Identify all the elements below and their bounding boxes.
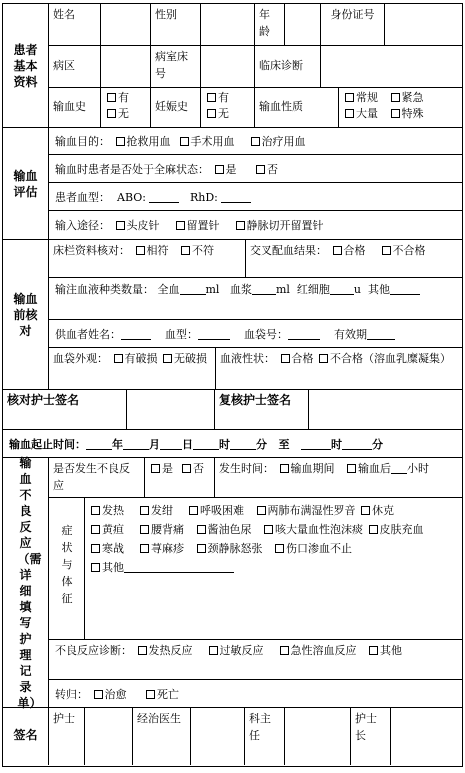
sex-label: 性别 xyxy=(151,4,201,45)
checkbox-icon[interactable] xyxy=(369,646,378,655)
symptom-3-0[interactable]: 其他 xyxy=(89,561,124,574)
checkbox-icon[interactable] xyxy=(257,506,266,515)
checkbox-icon[interactable] xyxy=(136,246,145,255)
checkbox-icon[interactable] xyxy=(264,525,273,534)
section-patient-info: 患者基本资料 xyxy=(3,4,49,128)
occurred-yes[interactable]: 是 xyxy=(149,462,173,475)
diagnosis-label: 临床诊断 xyxy=(255,46,321,87)
start-minute-field[interactable] xyxy=(230,437,256,450)
signature-row xyxy=(3,708,462,765)
checkbox-icon[interactable] xyxy=(91,544,100,553)
pregnancy-history-label: 妊娠史 xyxy=(151,88,201,127)
donor-name-field[interactable] xyxy=(121,327,151,340)
checkbox-icon[interactable] xyxy=(207,93,216,102)
route-option-1[interactable]: 留置针 xyxy=(174,219,220,232)
checkbox-icon[interactable] xyxy=(189,506,198,515)
symptom-0-1[interactable]: 发绀 xyxy=(138,504,173,517)
symptom-2-3[interactable]: 伤口渗血不止 xyxy=(273,542,352,555)
checkbox-icon[interactable] xyxy=(91,506,100,515)
bag-damaged[interactable]: 有破损 xyxy=(112,352,158,365)
checkbox-icon[interactable] xyxy=(180,137,189,146)
director-label: 科主任 xyxy=(245,708,285,765)
occurred-label: 是否发生不良反应 xyxy=(49,458,145,497)
symptoms-label: 症状与体征 xyxy=(61,524,73,605)
transfusion-history-yes[interactable]: 有 xyxy=(105,90,146,106)
purpose-row xyxy=(49,128,462,155)
checkbox-icon[interactable] xyxy=(94,690,103,699)
blood-look-unqualified[interactable]: 不合格（溶血乳糜凝集） xyxy=(317,352,451,365)
donor-blood-type-field[interactable] xyxy=(198,327,230,340)
other-blood-field[interactable] xyxy=(390,282,420,295)
checkbox-icon[interactable] xyxy=(91,563,100,572)
symptom-1-2[interactable]: 酱油色尿 xyxy=(195,523,252,536)
bedside-mismatch[interactable]: 不符 xyxy=(179,244,214,257)
checkbox-icon[interactable] xyxy=(369,525,378,534)
recheck-nurse-field[interactable] xyxy=(309,390,462,429)
symptom-0-0[interactable]: 发热 xyxy=(89,504,124,517)
head-nurse-sign-field[interactable] xyxy=(391,708,462,765)
route-option-0[interactable]: 头皮针 xyxy=(114,219,160,232)
blood-type-label: 患者血型： xyxy=(55,191,110,204)
check-nurse-label: 核对护士签名 xyxy=(3,390,127,429)
nature-options xyxy=(339,88,462,127)
bed-field[interactable] xyxy=(201,46,255,87)
blood-type-row xyxy=(49,183,462,211)
plasma-field[interactable] xyxy=(252,282,276,295)
start-hour-field[interactable] xyxy=(193,437,219,450)
section-adverse-reaction: 输血不良反应（需详细填写护理记录单） xyxy=(3,458,49,708)
reaction-diagnosis-2[interactable]: 急性溶血反应 xyxy=(278,644,357,657)
checkbox-icon[interactable] xyxy=(181,246,190,255)
reaction-diagnosis-0[interactable]: 发热反应 xyxy=(136,644,193,657)
donor-row: 供血者姓名： 血型： 血袋号： 有效期 xyxy=(49,320,462,348)
crossmatch-unqualified[interactable]: 不合格 xyxy=(380,244,426,257)
checkbox-icon[interactable] xyxy=(163,354,172,363)
rhd-label: RhD: xyxy=(189,191,218,204)
after-hours-field[interactable] xyxy=(391,461,407,474)
sex-field[interactable] xyxy=(201,4,255,45)
symptoms-options xyxy=(89,501,456,577)
checkbox-icon[interactable] xyxy=(116,137,125,146)
name-label: 姓名 xyxy=(49,4,101,45)
route-label: 输入途径： xyxy=(55,219,110,232)
checkbox-icon[interactable] xyxy=(146,690,155,699)
age-label: 年龄 xyxy=(255,4,285,45)
section-assessment: 输血评估 xyxy=(3,128,49,240)
doctor-label: 经治医生 xyxy=(133,708,191,765)
purpose-option-2[interactable]: 治疗用血 xyxy=(249,135,306,148)
end-minute-field[interactable] xyxy=(342,437,372,450)
occur-after[interactable]: 输血后 xyxy=(345,462,391,475)
whole-blood-field[interactable] xyxy=(180,282,206,295)
symptom-0-3[interactable]: 两肺布满湿性罗音 xyxy=(255,504,356,517)
patient-row-2 xyxy=(49,46,462,88)
blood-appearance: 血液性状： 合格 不合格（溶血乳糜凝集） xyxy=(220,352,451,365)
checkbox-icon[interactable] xyxy=(345,93,354,102)
crossmatch-check: 交叉配血结果： 合格 不合格 xyxy=(250,244,426,257)
symptoms-label-cell xyxy=(49,498,85,639)
nature-option-2[interactable]: 大量 xyxy=(343,107,378,120)
checkbox-icon[interactable] xyxy=(280,646,289,655)
checkbox-icon[interactable] xyxy=(176,221,185,230)
checkbox-icon[interactable] xyxy=(391,109,400,118)
appearance-row xyxy=(49,348,462,390)
symptom-2-0[interactable]: 寒战 xyxy=(89,542,124,555)
bedside-row xyxy=(49,240,462,278)
transfusion-history-no[interactable]: 无 xyxy=(105,106,146,122)
checkbox-icon[interactable] xyxy=(333,246,342,255)
checkbox-icon[interactable] xyxy=(182,464,191,473)
start-year-field[interactable] xyxy=(86,437,112,450)
symptom-0-2[interactable]: 呼吸困难 xyxy=(187,504,244,517)
checkbox-icon[interactable] xyxy=(251,137,260,146)
reaction-occur-row xyxy=(49,458,462,498)
purpose-label: 输血目的： xyxy=(55,135,110,148)
pregnancy-history-yes[interactable]: 有 xyxy=(205,90,250,106)
checkbox-icon[interactable] xyxy=(347,464,356,473)
section-precheck: 输血前核对 xyxy=(3,240,49,390)
checkbox-icon[interactable] xyxy=(236,221,245,230)
purpose-option-1[interactable]: 手术用血 xyxy=(178,135,235,148)
route-row xyxy=(49,211,462,240)
symptom-1-1[interactable]: 腰背痛 xyxy=(138,523,184,536)
checkbox-icon[interactable] xyxy=(345,109,354,118)
ward-label: 病区 xyxy=(49,46,101,87)
rhd-field[interactable] xyxy=(221,190,251,203)
id-field[interactable] xyxy=(385,4,462,45)
occur-during[interactable]: 输血期间 xyxy=(278,462,335,475)
checkbox-icon[interactable] xyxy=(114,354,123,363)
director-sign-field[interactable] xyxy=(285,708,351,765)
checkbox-icon[interactable] xyxy=(140,506,149,515)
blood-kind-row: 输注血液种类数量： 全血 ml 血浆 ml 红细胞 u 其他 xyxy=(49,278,462,320)
age-field[interactable] xyxy=(285,4,321,45)
start-month-field[interactable] xyxy=(123,437,149,450)
bag-number-field[interactable] xyxy=(288,327,320,340)
symptom-1-4[interactable]: 皮肤充血 xyxy=(367,523,424,536)
checkbox-icon[interactable] xyxy=(116,221,125,230)
symptoms-row xyxy=(49,498,462,640)
nature-label: 输血性质 xyxy=(255,88,339,127)
pregnancy-history-no[interactable]: 无 xyxy=(205,106,250,122)
transfusion-history-options xyxy=(101,88,151,127)
time-row xyxy=(3,430,462,458)
reaction-diagnosis-row: 不良反应诊断： 发热反应 过敏反应 急性溶血反应 其他 xyxy=(49,640,462,680)
bedside-match[interactable]: 相符 xyxy=(134,244,169,257)
abo-label: ABO: xyxy=(117,191,146,204)
route-option-2[interactable]: 静脉切开留置针 xyxy=(234,219,324,232)
checkbox-icon[interactable] xyxy=(275,544,284,553)
crossmatch-qualified[interactable]: 合格 xyxy=(331,244,366,257)
nurse-sign-field[interactable] xyxy=(85,708,133,765)
bag-intact[interactable]: 无破损 xyxy=(161,352,207,365)
checkbox-icon[interactable] xyxy=(107,93,116,102)
bedside-check: 床栏资料核对： 相符 不符 xyxy=(49,240,246,277)
checkbox-icon[interactable] xyxy=(391,93,400,102)
checkbox-icon[interactable] xyxy=(91,525,100,534)
checkbox-icon[interactable] xyxy=(215,165,224,174)
checkbox-icon[interactable] xyxy=(256,165,265,174)
reaction-diagnosis-3[interactable]: 其他 xyxy=(367,644,402,657)
id-label: 身份证号 xyxy=(321,4,385,45)
symptom-2-1[interactable]: 荨麻疹 xyxy=(138,542,184,555)
symptom-2-2[interactable]: 颈静脉怒张 xyxy=(195,542,263,555)
outcome-row: 转归： 治愈 死亡 xyxy=(49,680,462,708)
anesthesia-label: 输血时患者是否处于全麻状态： xyxy=(55,163,209,176)
pregnancy-history-options xyxy=(201,88,255,127)
transfusion-record-form xyxy=(2,3,463,767)
end-hour-field[interactable] xyxy=(301,437,331,450)
anesthesia-option-no[interactable]: 否 xyxy=(254,163,278,176)
doctor-sign-field[interactable] xyxy=(191,708,245,765)
checkbox-icon[interactable] xyxy=(209,646,218,655)
patient-row-3 xyxy=(49,88,462,128)
checkbox-icon[interactable] xyxy=(151,464,160,473)
checkbox-icon[interactable] xyxy=(319,354,328,363)
start-day-field[interactable] xyxy=(160,437,182,450)
nurse-sign-row xyxy=(3,390,462,430)
nature-option-0[interactable]: 常规 xyxy=(343,91,378,104)
name-field[interactable] xyxy=(101,4,151,45)
checkbox-icon[interactable] xyxy=(138,646,147,655)
occur-time: 发生时间： 输血期间 输血后 小时 xyxy=(219,462,429,475)
ward-field[interactable] xyxy=(101,46,151,87)
checkbox-icon[interactable] xyxy=(197,544,206,553)
check-nurse-field[interactable] xyxy=(127,390,215,429)
nature-option-1[interactable]: 紧急 xyxy=(389,91,424,104)
signature-label: 签名 xyxy=(3,708,49,765)
bag-appearance: 血袋外观： 有破损 无破损 xyxy=(49,348,216,389)
diagnosis-field[interactable] xyxy=(321,46,462,87)
outcome-death[interactable]: 死亡 xyxy=(144,688,179,701)
checkbox-icon[interactable] xyxy=(207,109,216,118)
recheck-nurse-label: 复核护士签名 xyxy=(215,390,309,429)
abo-field[interactable] xyxy=(149,190,179,203)
checkbox-icon[interactable] xyxy=(140,544,149,553)
blood-look-qualified[interactable]: 合格 xyxy=(279,352,314,365)
checkbox-icon[interactable] xyxy=(197,525,206,534)
occurred-no[interactable]: 否 xyxy=(180,462,204,475)
symptom-1-0[interactable]: 黄疸 xyxy=(89,523,124,536)
rbc-field[interactable] xyxy=(330,282,354,295)
nurse-label: 护士 xyxy=(49,708,85,765)
checkbox-icon[interactable] xyxy=(107,109,116,118)
checkbox-icon[interactable] xyxy=(281,354,290,363)
checkbox-icon[interactable] xyxy=(361,506,370,515)
expiry-field[interactable] xyxy=(367,327,395,340)
outcome-cured[interactable]: 治愈 xyxy=(92,688,127,701)
patient-row-1 xyxy=(49,4,462,46)
reaction-diagnosis-1[interactable]: 过敏反应 xyxy=(207,644,264,657)
transfusion-time: 输血起止时间： 年 月 日 时 分 至 时 分 xyxy=(9,438,383,451)
checkbox-icon[interactable] xyxy=(382,246,391,255)
checkbox-icon[interactable] xyxy=(140,525,149,534)
occurred-options xyxy=(145,458,215,497)
symptom-1-3[interactable]: 咳大量血性泡沫痰 xyxy=(262,523,363,536)
symptom-0-4[interactable]: 休克 xyxy=(359,504,394,517)
bed-label: 病室床号 xyxy=(151,46,201,87)
purpose-option-0[interactable]: 抢救用血 xyxy=(114,135,171,148)
transfusion-history-label: 输血史 xyxy=(49,88,101,127)
anesthesia-row xyxy=(49,155,462,183)
anesthesia-option-yes[interactable]: 是 xyxy=(213,163,237,176)
checkbox-icon[interactable] xyxy=(280,464,289,473)
head-nurse-label: 护士长 xyxy=(351,708,391,765)
symptom-other-field[interactable] xyxy=(124,560,234,573)
nature-option-3[interactable]: 特殊 xyxy=(389,107,424,120)
